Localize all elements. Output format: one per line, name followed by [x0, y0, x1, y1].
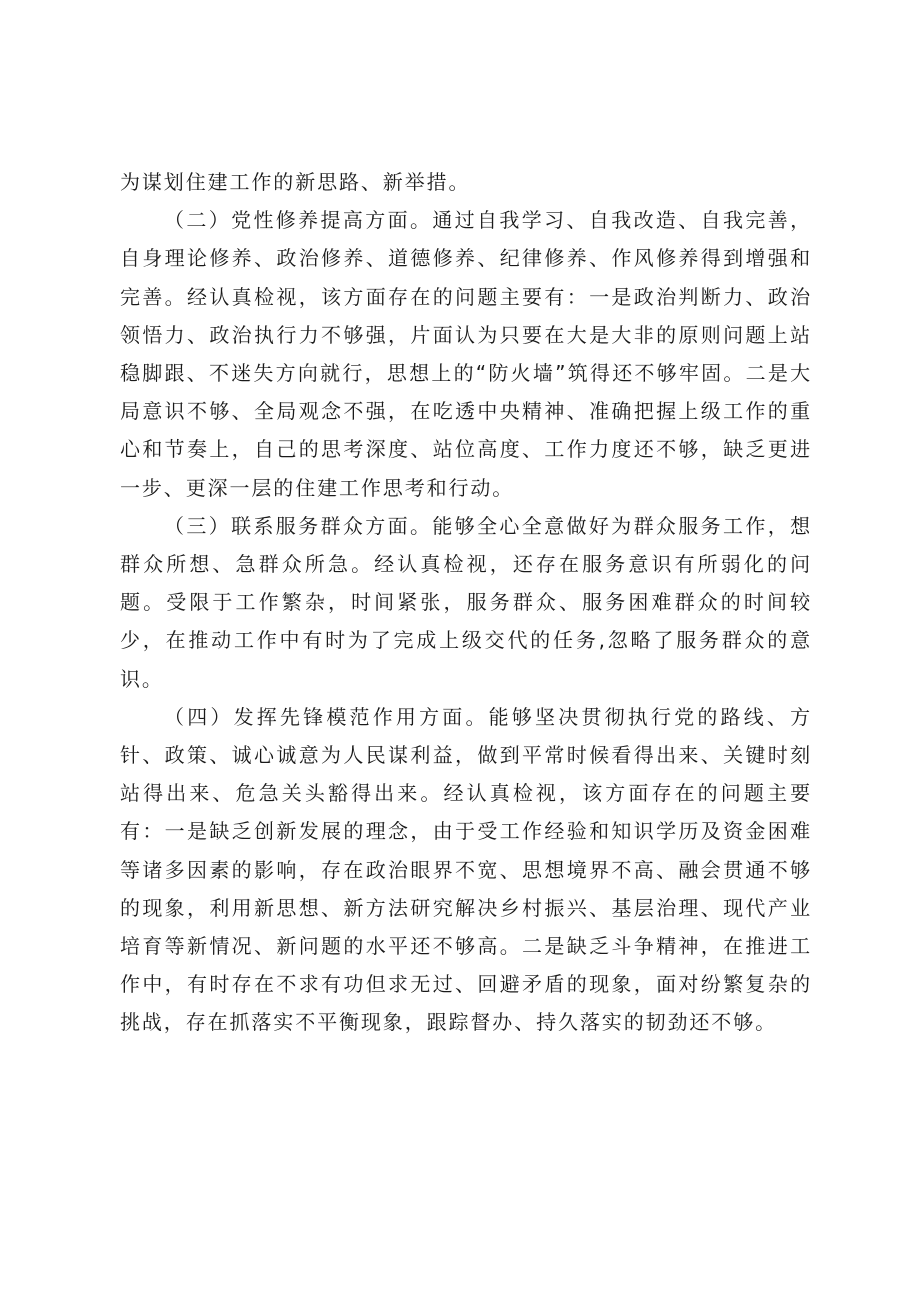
- paragraph-serving-masses: （三）联系服务群众方面。能够全心全意做好为群众服务工作，想群众所想、急群众所急。经认真检视，还存在服务意识有所弱化的问题。受限于工作繁杂，时间紧张，服务群众、服务困难群众的时间较少，在推动工作中有时为了完成上级交代的任务,忽略了服务群众的意识。: [120, 513, 812, 691]
- document-body: [120, 163, 812, 1042]
- paragraph-continuation: 为谋划住建工作的新思路、新举措。: [120, 170, 471, 194]
- paragraph-vanguard-role: （四）发挥先锋模范作用方面。能够坚决贯彻执行党的路线、方针、政策、诚心诚意为人民谋利益，做到平常时候看得出来、关键时刻站得出来、危急关头豁得出来。经认真检视，该方面存在的问题主要有：一是缺乏创新发展的理念，由于受工作经验和知识学历及资金困难等诸多因素的影响，存在政治眼界不宽、思想境界不高、融会贯通不够的现象，利用新思想、新方法研究解决乡村振兴、基层治理、现代产业培育等新情况、新问题的水平还不够高。二是缺乏斗争精神，在推进工作中，有时存在不求有功但求无过、回避矛盾的现象，面对纷繁复杂的挑战，存在抓落实不平衡现象，跟踪督办、持久落实的韧劲还不够。: [120, 704, 812, 1035]
- paragraph-party-spirit: （二）党性修养提高方面。通过自我学习、自我改造、自我完善，自身理论修养、政治修养、道德修养、纪律修养、作风修养得到增强和完善。经认真检视，该方面存在的问题主要有：一是政治判断力、政治领悟力、政治执行力不够强，片面认为只要在大是大非的原则问题上站稳脚跟、不迷失方向就行，思想上的“防火墙”筑得还不够牢固。二是大局意识不够、全局观念不强，在吃透中央精神、准确把握上级工作的重心和节奏上，自己的思考深度、站位高度、工作力度还不够，缺乏更进一步、更深一层的住建工作思考和行动。: [120, 208, 812, 500]
